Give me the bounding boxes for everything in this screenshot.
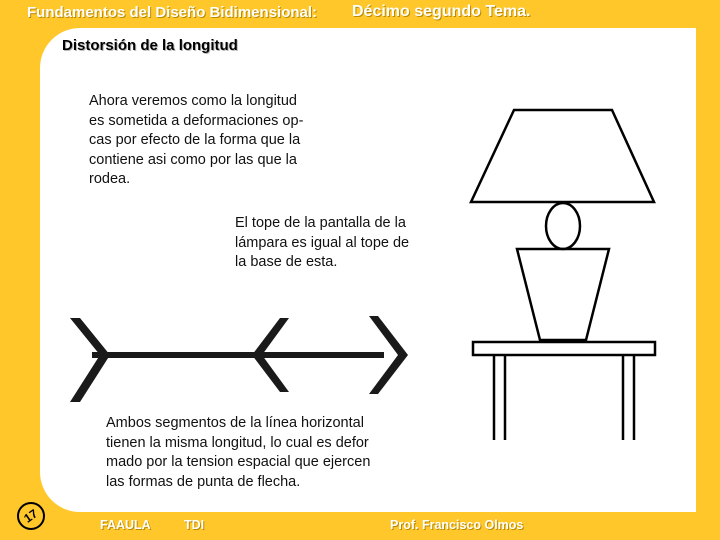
topic-title: Décimo segundo Tema. [352,3,531,20]
lamp-paragraph: El tope de la pantalla de la lámpara es igual al tope de la base de esta. [235,215,410,270]
page-number-badge [17,502,45,530]
table-top [473,342,655,355]
horizontal-line [92,352,384,358]
muller-lyer-figure [70,316,408,402]
arrows-paragraph: Ambos segmentos de la línea horizontal tienen la misma longitud, lo cual es defor mado por la tension espacial que ejercen las formas de punta de flecha. [106,415,371,490]
lamp-neck [546,203,580,249]
footer-author: Prof. Francisco Olmos [390,518,524,532]
slide-title: Distorsión de la longitud [62,37,238,54]
footer-institution: FAAULA [100,518,151,532]
lamp-figure [471,110,655,440]
page-number: 17 [21,506,41,526]
lamp-base [517,249,609,340]
footer-course-code: TDI [184,518,205,532]
left-tail-fin [70,318,110,402]
intro-paragraph: Ahora veremos como la longitud es sometida a deformaciones op- cas por efecto de la forma que la contiene asi como por las que la rodea. [89,93,304,187]
course-title: Fundamentos del Diseño Bidimensional: [27,4,318,21]
lamp-shade [471,110,654,202]
